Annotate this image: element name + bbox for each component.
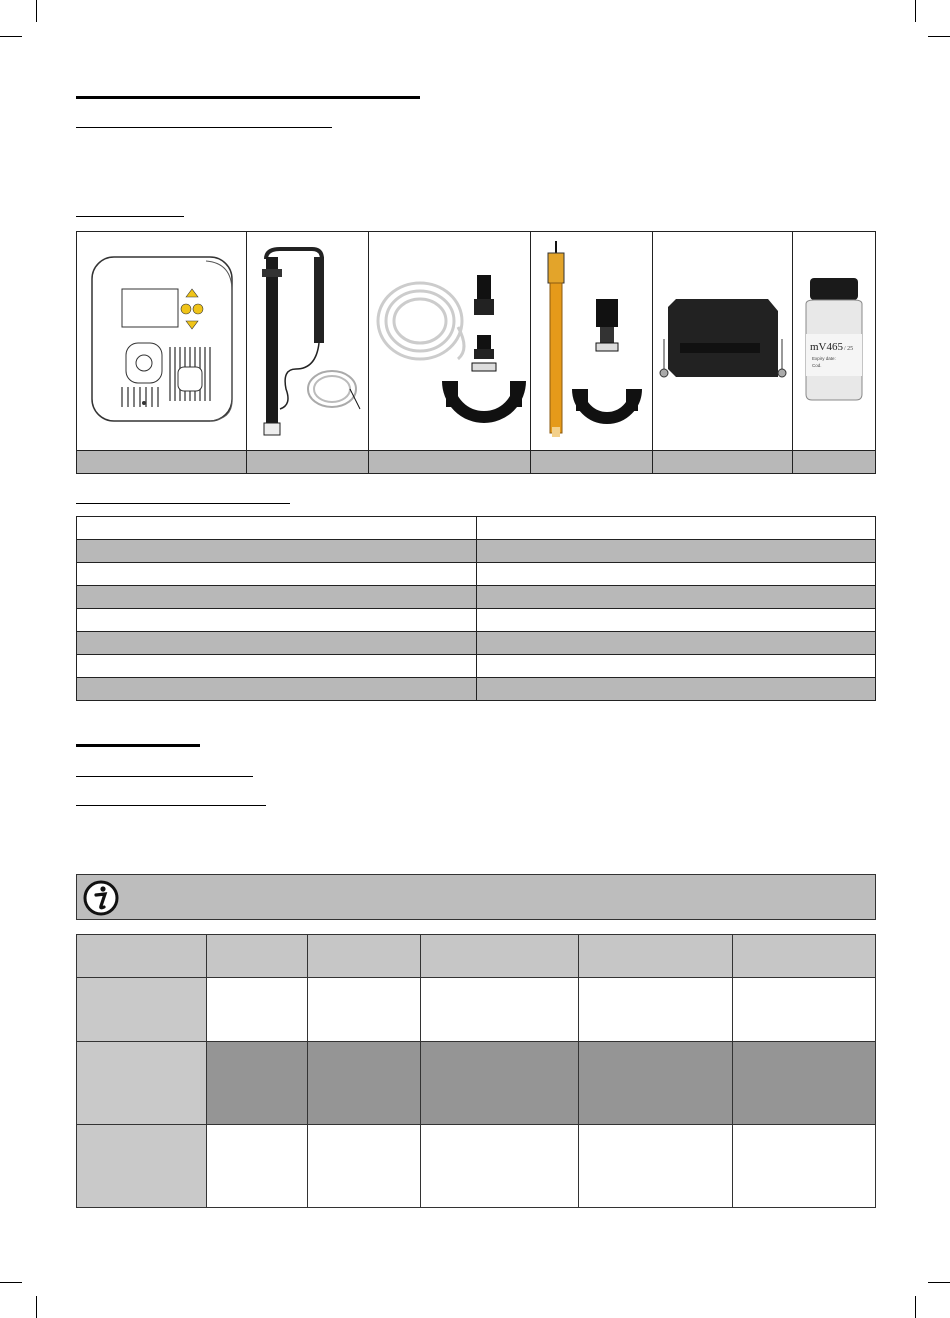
parts-cell bbox=[368, 232, 531, 451]
parts-label bbox=[531, 451, 653, 474]
parts-cell bbox=[531, 232, 653, 451]
parts-cell bbox=[652, 232, 792, 451]
probe-holder-icon bbox=[252, 239, 362, 439]
spec-value bbox=[476, 655, 876, 678]
parts-label bbox=[652, 451, 792, 474]
parts-cell bbox=[77, 232, 247, 451]
subheading-rule bbox=[76, 776, 253, 777]
spec-value bbox=[476, 678, 876, 701]
crop-mark bbox=[928, 1282, 950, 1283]
spec-key bbox=[77, 678, 477, 701]
header-cell bbox=[733, 935, 876, 978]
bottle-suffix: / 25 bbox=[843, 345, 853, 352]
table-cell bbox=[308, 1125, 421, 1208]
subheading-rule bbox=[76, 503, 290, 504]
spec-key bbox=[77, 540, 477, 563]
spec-row bbox=[77, 586, 876, 609]
crop-mark bbox=[915, 1296, 916, 1318]
table-cell bbox=[421, 1125, 579, 1208]
crop-mark bbox=[36, 0, 37, 22]
table-cell bbox=[733, 1125, 876, 1208]
table-row bbox=[77, 1042, 876, 1125]
spec-row bbox=[77, 655, 876, 678]
row-header bbox=[77, 1042, 207, 1125]
spec-value bbox=[476, 517, 876, 540]
info-icon bbox=[83, 880, 119, 916]
spec-key bbox=[77, 517, 477, 540]
table-cell bbox=[308, 978, 421, 1042]
table-cell bbox=[207, 978, 308, 1042]
section-heading-rule bbox=[76, 744, 200, 747]
bottle-expiry: Expiry date: bbox=[811, 355, 836, 361]
table-cell bbox=[733, 1042, 876, 1125]
controller-unit-icon bbox=[86, 251, 238, 427]
spec-row bbox=[77, 678, 876, 701]
spec-row bbox=[77, 563, 876, 586]
spec-row bbox=[77, 632, 876, 655]
calibration-solution-icon bbox=[800, 274, 868, 404]
subheading-rule bbox=[76, 127, 332, 128]
header-cell bbox=[421, 935, 579, 978]
subheading-rule bbox=[76, 216, 184, 217]
spec-row bbox=[77, 517, 876, 540]
table-cell bbox=[421, 978, 579, 1042]
row-header bbox=[77, 978, 207, 1042]
parts-label bbox=[792, 451, 875, 474]
table-cell bbox=[207, 1125, 308, 1208]
table-cell bbox=[207, 1042, 308, 1125]
table-cell bbox=[579, 1125, 733, 1208]
spec-key bbox=[77, 563, 477, 586]
row-header bbox=[77, 1125, 207, 1208]
parts-cell bbox=[247, 232, 369, 451]
section-heading-rule bbox=[76, 96, 420, 99]
table-cell bbox=[421, 1042, 579, 1125]
spec-value bbox=[476, 609, 876, 632]
header-cell bbox=[77, 935, 207, 978]
parts-label bbox=[368, 451, 531, 474]
spec-key bbox=[77, 632, 477, 655]
crop-mark bbox=[0, 36, 22, 37]
tube-fittings-icon bbox=[374, 249, 526, 429]
table-row bbox=[77, 1125, 876, 1208]
spec-table bbox=[76, 516, 876, 701]
mounting-bracket-icon bbox=[656, 289, 788, 389]
spec-value bbox=[476, 563, 876, 586]
info-note bbox=[76, 874, 876, 920]
bottle-label: mV465 bbox=[809, 340, 843, 353]
parts-cell bbox=[792, 232, 875, 451]
table-header-row bbox=[77, 935, 876, 978]
spec-row bbox=[77, 609, 876, 632]
header-cell bbox=[207, 935, 308, 978]
settings-table bbox=[76, 934, 876, 1208]
table-cell bbox=[579, 978, 733, 1042]
redox-electrode-icon bbox=[536, 239, 648, 439]
table-cell bbox=[733, 978, 876, 1042]
header-cell bbox=[308, 935, 421, 978]
table-cell bbox=[579, 1042, 733, 1125]
table-row bbox=[77, 978, 876, 1042]
crop-mark bbox=[36, 1296, 37, 1318]
crop-mark bbox=[915, 0, 916, 22]
crop-mark bbox=[0, 1282, 22, 1283]
parts-label bbox=[247, 451, 369, 474]
spec-key bbox=[77, 609, 477, 632]
table-cell bbox=[308, 1042, 421, 1125]
spec-value bbox=[476, 586, 876, 609]
spec-key bbox=[77, 586, 477, 609]
header-cell bbox=[579, 935, 733, 978]
bottle-code: Cod. bbox=[811, 362, 822, 368]
spec-row bbox=[77, 540, 876, 563]
subheading-rule bbox=[76, 805, 266, 806]
parts-label bbox=[77, 451, 247, 474]
spec-value bbox=[476, 540, 876, 563]
spec-key bbox=[77, 655, 477, 678]
crop-mark bbox=[928, 36, 950, 37]
parts-table bbox=[76, 231, 876, 474]
spec-value bbox=[476, 632, 876, 655]
